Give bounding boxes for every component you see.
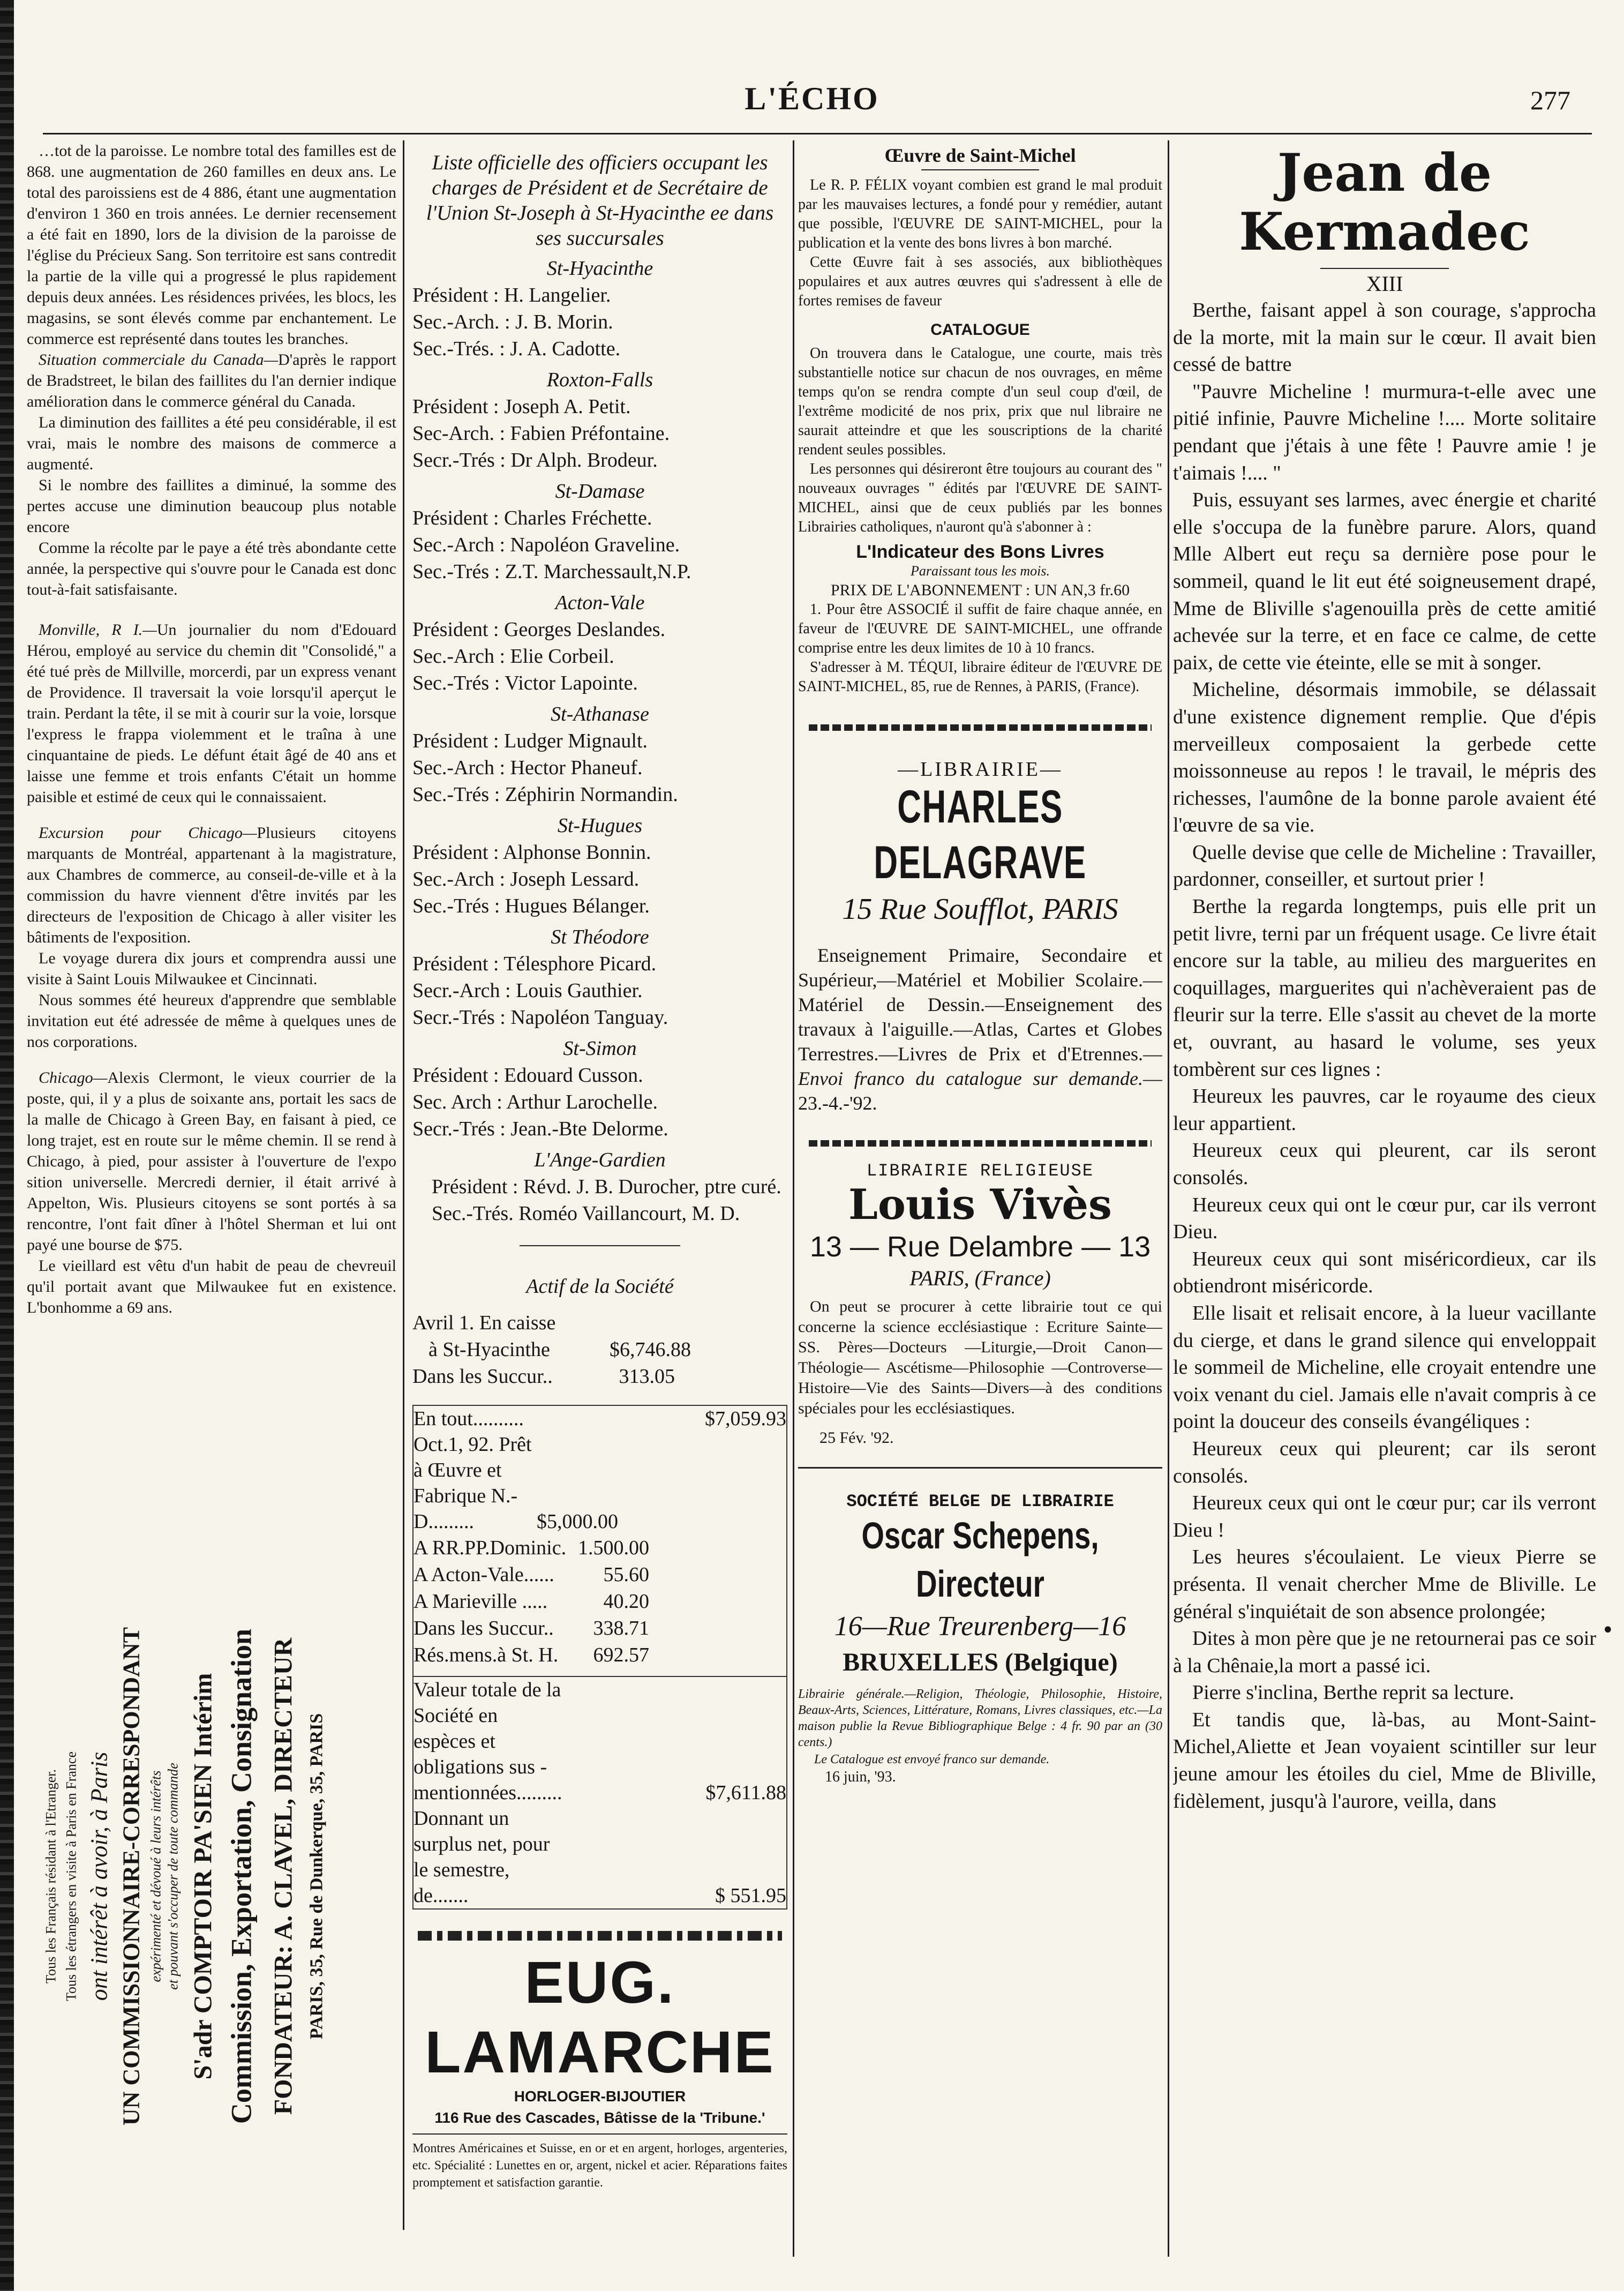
officer-line: Président : Joseph A. Petit. [412,395,631,418]
column-libraries [798,140,1162,2257]
indicateur-monthly: Paraissant tous les mois. [910,563,1050,579]
indicateur-title: L'Indicateur des Bons Livres [856,542,1104,562]
ange-gardien-president: Président : Révd. J. B. Durocher, ptre curé. [432,1176,781,1198]
loan-rows [413,1534,649,1668]
avril-succur-row [412,1363,675,1390]
schepens-fineprint: Librairie générale.—Religion, Théologie, Philosophie, Histoire, Beaux-Arts, Sciences, Littérature, Romans, Livres classiques, etc.—La maison publie la Revue Bibliographique Belge : 4 fr. 90 par an (30 cents.) [798,1687,1162,1749]
vertical-advertisement [27,1520,396,2230]
schepens-date: 16 juin, '93. [825,1769,896,1785]
officer-section-heading: Acton-Vale [555,592,645,614]
vives-city: PARIS, (France) [909,1266,1051,1290]
delagrave-address: 15 Rue Soufflot, PARIS [842,893,1118,926]
story-paragraph: Et tandis que, là-bas, au Mont-Saint-Michel,Aliette et Jean voyaient scintiller sur leur jeune amour les étoiles du ciel, Mme de Bliville, fidèlement, jusqu'à l'aurore, veilla, dans [1173,1708,1596,1813]
officer-line: Sec.-Arch. : J. B. Morin. [412,311,613,333]
parish-paragraph: …tot de la paroisse. Le nombre total des familles est de 868. une augmentation de 260 familles en deux ans. Le total des paroissiens est de 4 886, étant une augmentation d'environ 1 360 en trois années. Le dernier recensement a été fait en 1890, lors de la division de la paroisse de l'église du Précieux Sang. Son territoire est sans contredit la partie de la ville qui a progressé le plus rapidement depuis deux années. Les résidences privées, les blocs, les magasins, se sont élevés comme par enchantement. Le commerce est représenté dans toutes les branches. [27,142,396,348]
oeuvre-title: Œuvre de Saint-Michel [884,145,1076,166]
avril-succur-value: 313.05 [619,1365,675,1388]
officer-line: Sec.-Trés : Z.T. Marchessault,N.P. [412,560,691,583]
schepens-label: SOCIÉTÉ BELGE DE LIBRAIRIE [846,1492,1114,1511]
officer-line: Président : H. Langelier. [412,284,611,306]
monville-heading: Monville, R I.— [39,621,157,639]
wavy-divider-2 [809,1140,1152,1147]
avril-hyacinthe-value: $6,746.88 [610,1338,691,1361]
vives-body: On peut se procurer à cette librairie tout ce qui concerne la science ecclésiastique : Ecriture Sainte—SS. Pères—Docteurs —Liturgie,—Droit Canon—Théologie— Ascétisme—Philosophie —Controverse— Histoire—Vie des Saints—Divers—à des conditions spéciales pour les ecclésiastiques. [798,1298,1162,1417]
vertical-ad-line-4: UN COMMISSIONNAIRE-CORRESPONDANT [118,1627,145,2126]
vives-address: 13 — Rue Delambre — 13 [809,1231,1151,1263]
officer-line: Sec.-Trés. : J. A. Cadotte. [412,338,621,360]
chapter-number: XIII [1366,272,1403,296]
story-paragraph: "Pauvre Micheline ! murmura-t-elle avec une pitié infinie, Pauvre Micheline !.... Morte solitaire pendant que j'étais à une fête ! Pauvre amie ! je t'aimais !.... " [1173,380,1596,484]
officer-section-heading: Roxton-Falls [546,369,653,391]
schepens-name: Oscar Schepens, Directeur [861,1515,1099,1605]
tequi-paragraph: S'adresser à M. TÉQUI, libraire éditeur de l'ŒUVRE DE SAINT-MICHEL, 85, rue de Rennes, à PARIS, (France). [798,659,1162,695]
chicago-paragraph [27,1067,396,1255]
officer-line: Président : Edouard Cusson. [412,1064,643,1087]
story-paragraph: Heureux les pauvres, car le royaume des cieux leur appartient. [1173,1085,1596,1135]
lamarche-ad-name: EUG. LAMARCHE [425,1950,775,2085]
loan-value: 338.71 [593,1617,649,1639]
oeuvre-paragraph-2: Cette Œuvre fait à ses associés, aux bibliothèques populaires et aux autres œuvres qui s'adressent à elle de fortes remises de faveur [798,254,1162,309]
officer-section-heading: St-Hyacinthe [546,257,653,280]
column-rule-1 [403,140,404,2230]
column-serial-story [1173,140,1596,2257]
excursion-paragraph-3: Nous sommes été heureux d'apprendre que semblable invitation eut été adressée de même à quelques unes de nos corporations. [27,991,396,1051]
vertical-ad-line-8: Commission, Exportation, Consignation [225,1628,258,2124]
officer-line: Sec.-Trés : Victor Lapointe. [412,672,638,694]
commerce-text: D'après le rapport de Bradstreet, le bilan des faillites du l'an dernier indique amélioration dans le commerce général du Canada. [27,351,396,410]
officer-section-heading: St-Athanase [551,703,649,725]
chicago-text: Alexis Clermont, le vieux courrier de la poste, qui, il y a plus de soixante ans, portait les sacs de la malle de Chicago à Green Bay, en faisant à pied, ce long trajet, est en route sur le même chemin. Il se rend à Chicago, à pied, pour assister à l'ouverture de l'expo sition universelle. Mercredi dernier, il était arrivé à Appelton, Wis. Plusieurs citoyens se sont portés à sa rencontre, l'ont fait dîner à l'hôtel Sherman et lui ont payé une bourse de $75. [27,1069,396,1254]
vertical-ad-line-6: et pouvant s'occuper de toute commande [165,1763,181,1990]
vertical-ad-line-3: ont intérêt à avoir, à Paris [86,1751,112,2001]
delagrave-envoi: Envoi franco du catalogue sur demande. [798,1068,1143,1089]
story-paragraph: Micheline, désormais immobile, se délassait d'une existence dignement remplie. Que d'épis merveilleux composaient la gerbede cette moissonneuse au repos ! le travail, le mépris des richesses, l'aumône de la bonne parole avaient été l'œuvre de sa vie. [1173,678,1596,837]
subscribe-paragraph: Les personnes qui désireront être toujours au courant des " nouveaux ouvrages " édités par l'ŒUVRE DE SAINT-MICHEL, ainsi que de ceux publiés par les bonnes Librairies catholiques, n'auront qu'à s'abonner à : [798,461,1162,535]
lamarche-ad-fineprint: Montres Américaines et Suisse, en or et en argent, horloges, argenteries, etc. Spécialité : Lunettes en or, argent, nickel et acier. Réparations faites promptement et satisfaction garantie. [412,2142,787,2190]
officer-section-heading: St-Damase [555,480,645,503]
commerce-heading: Situation commerciale du Canada— [39,351,279,369]
story-paragraph: Quelle devise que celle de Micheline : Travailler, pardonner, conseiller, et surtout prier ! [1173,841,1596,891]
delagrave-body [798,943,1162,1115]
officer-line: Sec. Arch : Arthur Larochelle. [412,1091,658,1113]
catalogue-paragraph: On trouvera dans le Catalogue, une courte, mais très substantielle notice sur chacun de nos ouvrages, en même temps qu'on se rendra compte d'un seul coup d'œil, de l'extrême modicité de nos prix, prix que nul libraire ne saurait atteindre et que les souscriptions de la charité rendent seules possibles. [798,345,1162,458]
subscription-price: PRIX DE L'ABONNEMENT : UN AN,3 fr.60 [830,581,1130,599]
avril-line: Avril 1. En caisse [412,1312,556,1334]
loan-value: 40.20 [603,1590,649,1613]
ange-gardien-secretary: Sec.-Trés. Roméo Vaillancourt, M. D. [432,1202,740,1225]
actif-ledger [412,1405,787,1910]
vives-date: 25 Fév. '92. [819,1429,894,1447]
officer-line: Président : Ludger Mignault. [412,730,648,752]
story-paragraph: Berthe, faisant appel à son courage, s'approcha de la morte, mit la main sur le cœur. Il avait bien cessé de battre [1173,299,1596,376]
loan-label: A RR.PP.Dominic. [413,1537,567,1559]
serial-title-rule [1320,268,1449,269]
en-tout-value: $7,059.93 [705,1407,786,1430]
commerce-paragraph-4: Comme la récolte par le paye a été très abondante cette année, la perspective qui s'ouvre pour le Canada est donc tout-à-fait satisfaisante. [27,539,396,598]
masthead-rule [43,133,1592,134]
loan-row [413,1642,649,1668]
officer-section-heading: St-Hugues [557,814,643,837]
chicago-paragraph-2: Le vieillard est vêtu d'un habit de peau de chevreuil qu'il portait avant que Milwaukee fut en existence. L'bonhomme a 69 ans. [27,1257,396,1316]
associate-paragraph: 1. Pour être ASSOCIÉ il suffit de faire chaque année, en faveur de l'ŒUVRE DE SAINT-MICHEL, une offrande comprise entre les deux limites de 10 à 10 francs. [798,601,1162,656]
story-paragraph: Les heures s'écoulaient. Le vieux Pierre se présenta. Il venait chercher Mme de Bliville. Le général s'inquiétait de son absence prolongée; [1173,1546,1596,1623]
commerce-paragraph-3: Si le nombre des faillites a diminué, la somme des pertes accuse une diminution beaucoup plus notable encore [27,476,396,536]
column-rule-2 [793,140,794,2257]
loan-row [413,1561,649,1588]
oct-value: $5,000.00 [537,1510,618,1533]
vives-label: LIBRAIRIE RELIGIEUSE [866,1161,1094,1181]
totals-table [413,1677,786,1908]
chicago-heading: Chicago— [39,1069,108,1087]
story-paragraph: Heureux ceux qui ont le cœur pur, car ils verront Dieu. [1173,1193,1596,1244]
story-paragraph: Berthe la regarda longtemps, puis elle prit un petit livre, terni par un fréquent usage. Ce livre était encore sur la table, au milieu des marguerites en coquillages, marguerites qui n'achèveraient pas de fleurir sur la terre. Elle s'assit au chevet de la morte et, ouvrant, au hasard le volume, ses yeux tombèrent sur ces lignes : [1173,895,1596,1081]
officer-section-heading: St Théodore [551,926,649,948]
avril-succur-label: Dans les Succur.. [412,1365,553,1388]
officer-line: Sec.-Trés : Hugues Bélanger. [412,895,650,917]
officer-sections [412,255,787,1173]
schepens-catalogue-note: Le Catalogue est envoyé franco sur demande. [814,1753,1050,1766]
delagrave-body-text: Enseignement Primaire, Secondaire et Supérieur,—Matériel et Mobilier Scolaire.—Matériel de Dessin.—Enseignement des travaux à l'aiguille.—Atlas, Cartes et Globes Terrestres.—Livres de Prix et d'Etrennes.— [798,945,1162,1065]
story-paragraph: Heureux ceux qui pleurent, car ils seront consolés. [1173,1139,1596,1189]
surplus-label: Donnant un surplus net, pour le semestre, de....... [413,1807,550,1907]
officer-list-heading: Liste officielle des officiers occupant les charges de Président et de Secrétaire de l'Union St-Joseph à St-Hyacinthe ee dans ses succursales [426,151,774,250]
story-paragraph: Heureux ceux qui sont miséricordieux, car ils obtiendront miséricorde. [1173,1247,1596,1298]
totale-row [413,1677,786,1806]
loan-label: Rés.mens.à St. H. [413,1644,559,1666]
officer-line: Sec.-Trés : Zéphirin Normandin. [412,783,678,806]
loan-row [413,1534,649,1561]
officer-line: Sec-Arch. : Fabien Préfontaine. [412,422,670,445]
vertical-ad-line-7: S'adr COMPTOIR PA'SIEN Intérim [189,1673,217,2080]
officer-line: Président : Alphonse Bonnin. [412,841,651,864]
excursion-paragraph [27,822,396,948]
excursion-paragraph-2: Le voyage durera dix jours et comprendra aussi une visite à Saint Louis Milwaukee et Cincinnati. [27,949,396,988]
officer-line: Secr.-Arch : Louis Gauthier. [412,979,643,1002]
section-divider [520,1245,680,1246]
commerce-paragraph [27,349,396,412]
surplus-row [413,1806,786,1908]
story-paragraph: Dites à mon père que je ne retournerai pas ce soir à la Chênaie,la mort a passé ici. [1173,1627,1596,1677]
lamarche-ad-address: 116 Rue des Cascades, Bâtisse de la 'Tribune.' [434,2109,765,2126]
loan-row [413,1615,649,1642]
excursion-heading: Excursion pour Chicago— [39,824,257,842]
scan-edge-strip [0,0,14,2291]
column-local-news [27,140,396,2230]
wavy-divider [809,724,1152,731]
vives-name: Louis Vivès [848,1180,1112,1229]
loan-label: A Acton-Vale...... [413,1563,554,1586]
vertical-ad-line-5: expérimenté et dévoué à leurs intérêts [148,1770,164,1982]
column-rule-3 [1168,140,1169,2257]
vertical-ad-line-10: PARIS, 35, Rue de Dunkerque, 35, PARIS [306,1713,327,2040]
monville-text: Un journalier du nom d'Edouard Hérou, employé au service du chemin dit "Consolidé," a été tué près de Millville, morcerdi, par un express venant de Providence. Il traversait la voie lorsqu'il aperçut le train. Perdant la tête, il se mit à courir sur la voie, lorsque l'express le frappa violemment et le traîna à une cinquantaine de pieds. Le défunt était âgé de 40 ans et laisse une femme et trois enfants C'était un homme paisible et estimé de ceux qui le connaissaient. [27,621,396,806]
officer-section-heading: L'Ange-Gardien [534,1149,666,1171]
schepens-address: 16—Rue Treurenberg—16 [834,1611,1126,1642]
surplus-value: $ 551.95 [715,1884,786,1907]
avril-hyacinthe-label: à St-Hyacinthe [428,1338,550,1361]
delagrave-label: —LIBRAIRIE— [898,758,1063,781]
oct-row [413,1432,786,1534]
officer-line: Président : Georges Deslandes. [412,618,666,641]
officer-line: Secr.-Trés : Jean.-Bte Delorme. [412,1118,668,1140]
catalogue-heading: CATALOGUE [930,321,1030,339]
masthead [21,59,1603,123]
delagrave-name: CHARLES DELAGRAVE [874,781,1087,888]
loan-label: A Marieville ..... [413,1590,548,1613]
margin-bullet: • [1602,1618,1614,1643]
serial-title: Jean de Kermadec [1239,143,1530,262]
officer-line: Président : Charles Fréchette. [412,507,652,529]
actif-opening [412,1309,787,1390]
officer-line: Secr.-Trés : Dr Alph. Brodeur. [412,449,658,471]
officer-line: Secr.-Trés : Napoléon Tanguay. [412,1006,668,1029]
story-paragraph: Elle lisait et relisait encore, à la lueur vacillante du cierge, et dans le grand silence qui enveloppait le sommeil de Micheline, elle croyait entendre une voix venant du ciel. Jamais elle n'avait compris à ce point la douceur des conseils évangéliques : [1173,1301,1596,1433]
loan-value: 1.500.00 [578,1537,649,1559]
officer-line: Sec.-Arch : Hector Phaneuf. [412,757,643,779]
totale-value: $7,611.88 [705,1781,786,1804]
totale-label: Valeur totale de la Société en espèces et obligations sus - mentionnées......... [413,1679,562,1804]
story-paragraph: Puis, essuyant ses larmes, avec énergie et charité elle s'occupa de la funèbre parure. Alors, quand Mlle Albert eut reçu sa dernière pose pour le sommeil, quand le lit eut été soigneusement drapé, Mme de Bliville s'agenouilla près de cette amitié achevée sur la terre, et en face ce calme, de cette paix, de cette vie éteinte, elle se mit à songer. [1173,489,1596,674]
excursion-text: Plusieurs citoyens marquants de Montréal, appartenant à la magistrature, aux Chambres de commerce, au conseil-de-ville et à la commission du havre viennent d'être invités par les directeurs de l'exposition de Chicago à aller visiter les bâtiments de l'exposition. [27,824,396,946]
actif-heading: Actif de la Société [526,1275,674,1298]
page-number: 277 [1530,85,1570,115]
vertical-ad-line-1: Tous les Français résidant à l'Etranger. [43,1769,59,1983]
actif-table [413,1406,786,1534]
vertical-ad-line-2: Tous les étrangers en visite à Paris en France [63,1751,79,2002]
lamarche-ad-trade: HORLOGER-BIJOUTIER [514,2088,686,2105]
delagrave-date: —23.-4.-'92. [798,1068,1162,1114]
officer-line: Sec.-Arch : Elie Corbeil. [412,645,614,668]
ornamental-rule [418,1931,782,1941]
avril-hyacinthe-row [412,1336,691,1363]
officer-line: Président : Télesphore Picard. [412,953,657,975]
story-paragraph: Pierre s'inclina, Berthe reprit sa lecture. [1192,1681,1514,1704]
story-paragraph: Heureux ceux qui pleurent; car ils seront consolés. [1173,1437,1596,1487]
story-paragraph: Heureux ceux qui ont le cœur pur; car ils verront Dieu ! [1173,1492,1596,1541]
vertical-ad-line-9: FONDATEUR: A. CLAVEL, DIRECTEUR [269,1637,298,2115]
loan-value: 55.60 [603,1563,649,1586]
en-tout-row [413,1406,786,1432]
loan-value: 692.57 [593,1644,649,1666]
schepens-city: BRUXELLES (Belgique) [843,1648,1118,1676]
en-tout-label: En tout.......... [413,1407,524,1430]
newspaper-title: L'ÉCHO [745,81,879,116]
oct-label: Oct.1, 92. Prêt à Œuvre et Fabrique N.-D......... [413,1433,532,1533]
commerce-paragraph-2: La diminution des faillites a été peu considérable, il est vrai, mais le nombre des maisons de commerce a augmenté. [27,414,396,473]
officer-section-heading: St-Simon [563,1037,637,1060]
loan-label: Dans les Succur.. [413,1617,554,1639]
officer-line: Sec.-Arch : Napoléon Graveline. [412,534,680,556]
loan-row [413,1588,649,1615]
column-union-officers [412,140,787,2257]
serial-text [1173,297,1596,1815]
officer-line: Sec.-Arch : Joseph Lessard. [412,868,640,890]
oeuvre-paragraph-1: Le R. P. FÉLIX voyant combien est grand le mal produit par les mauvaises lectures, a fondé pour y remédier, autant que possible, l'ŒUVRE DE SAINT-MICHEL, pour la publication et la vente des bons livres à bon marché. [798,177,1162,251]
monville-paragraph [27,619,396,807]
